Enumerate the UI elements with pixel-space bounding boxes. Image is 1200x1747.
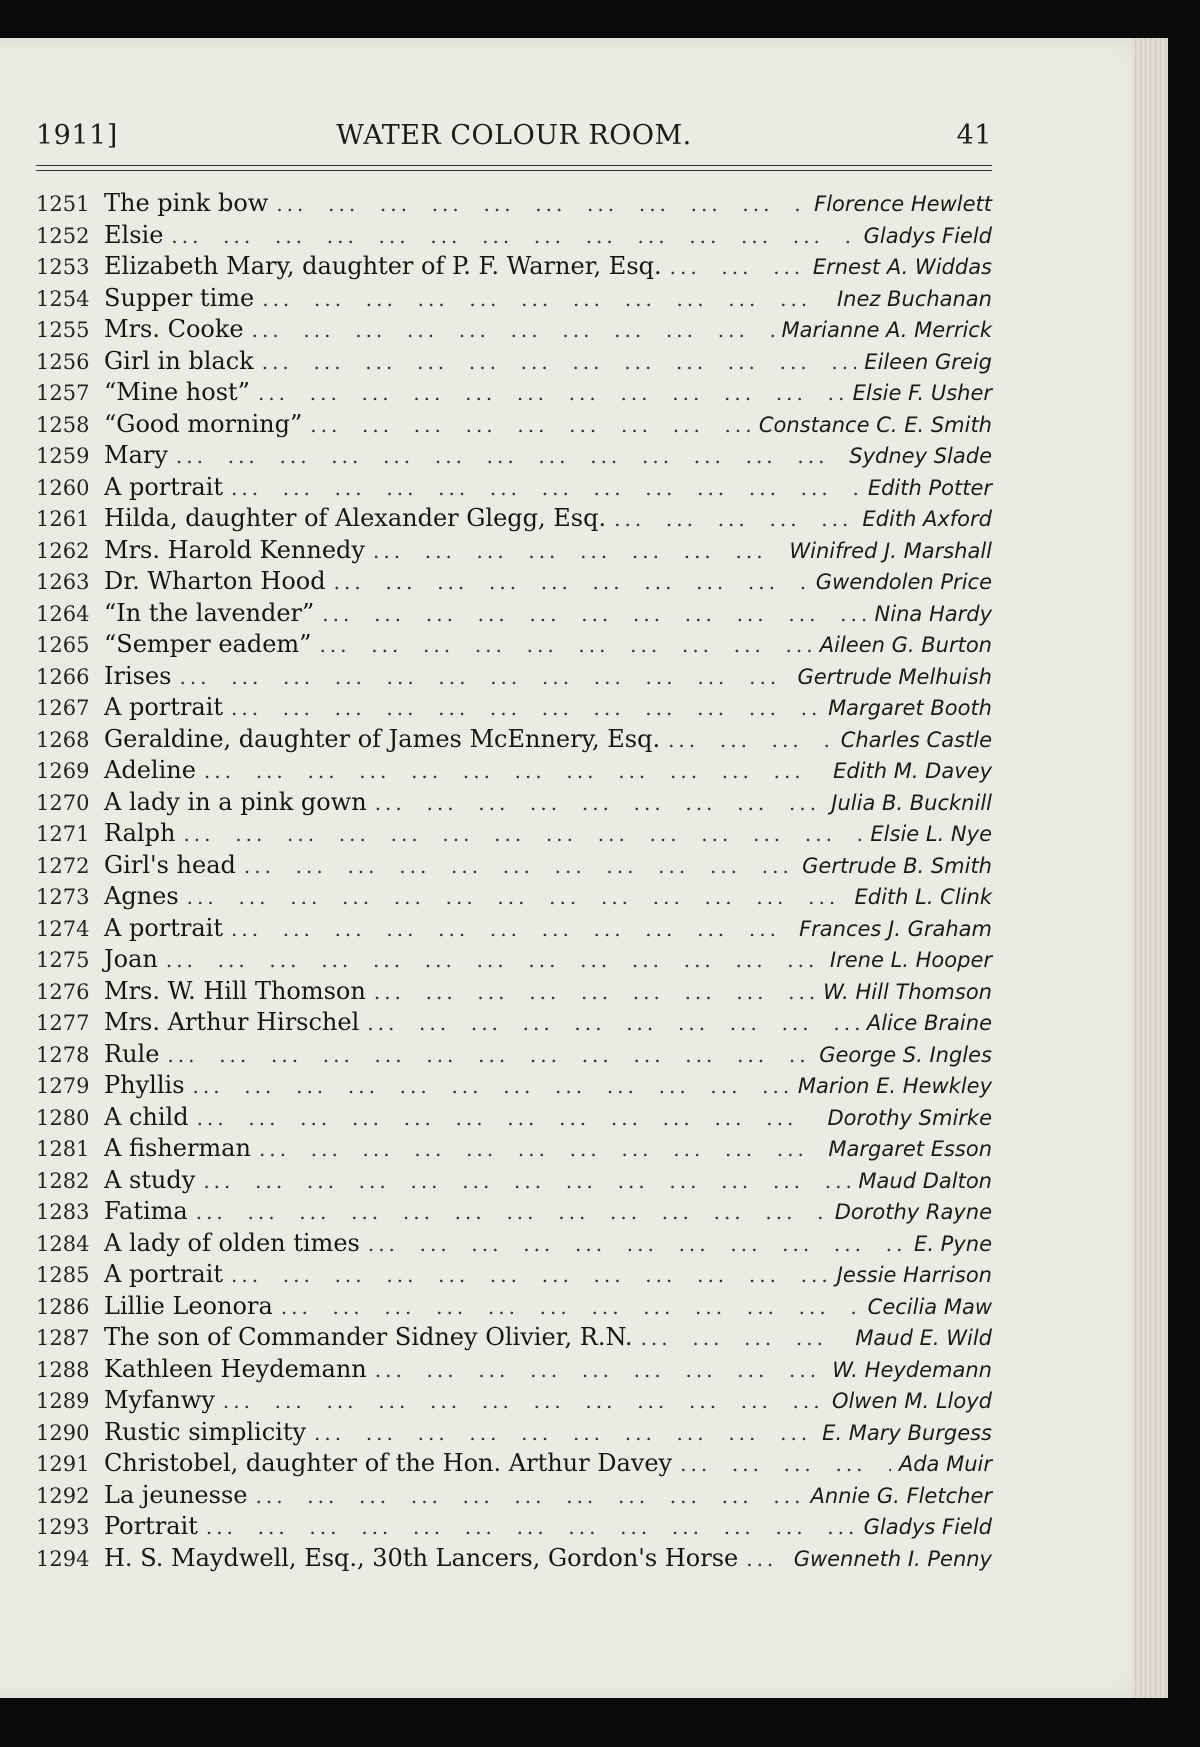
entry-artist: Gertrude B. Smith xyxy=(802,853,992,878)
entry-number: 1293 xyxy=(36,1515,90,1539)
entry-title: Girl's head xyxy=(104,850,236,879)
catalogue-entry xyxy=(36,221,992,253)
dot-leader xyxy=(231,1263,829,1287)
entry-title: Christobel, daughter of the Hon. Arthur Davey xyxy=(104,1449,673,1477)
entry-title: La jeunesse xyxy=(104,1480,248,1509)
entry-title: The son of Commander Sidney Olivier, R.N. xyxy=(104,1323,633,1351)
dot-leader xyxy=(252,318,774,342)
dot-leader xyxy=(368,1232,906,1256)
catalogue-entry xyxy=(36,1481,992,1513)
entry-title: A fisherman xyxy=(104,1134,251,1162)
entry-artist: Edith L. Clink xyxy=(854,885,992,909)
dot-leader xyxy=(375,791,824,815)
entry-number: 1274 xyxy=(36,916,90,941)
entry-artist: Marion E. Hewkley xyxy=(797,1074,992,1098)
dot-leader xyxy=(680,1452,891,1476)
catalogue-entry xyxy=(36,662,992,694)
entry-number: 1287 xyxy=(36,1326,90,1350)
catalogue-entry xyxy=(36,536,992,568)
entry-artist: George S. Ingles xyxy=(819,1042,992,1067)
entry-number: 1257 xyxy=(36,381,90,405)
catalogue-entry xyxy=(36,347,992,379)
entry-artist: Edith Axford xyxy=(862,507,992,531)
catalogue-entry xyxy=(36,1323,992,1355)
catalogue-entry xyxy=(36,1418,992,1450)
entry-title: A study xyxy=(104,1165,196,1194)
entry-artist: W. Hill Thomson xyxy=(823,979,992,1004)
entry-title: Ralph xyxy=(104,819,176,847)
entry-artist: Julia B. Bucknill xyxy=(831,790,992,815)
entry-artist: Gladys Field xyxy=(863,1515,992,1539)
catalogue-entry xyxy=(36,1292,992,1324)
entry-number: 1288 xyxy=(36,1357,90,1382)
dot-leader xyxy=(179,665,789,689)
catalogue-entry xyxy=(36,1512,992,1544)
page-number: 41 xyxy=(956,120,992,151)
dot-leader xyxy=(187,885,847,909)
catalogue-entry xyxy=(36,1040,992,1072)
entry-title: Myfanwy xyxy=(104,1386,215,1414)
entry-title: Rustic simplicity xyxy=(104,1417,307,1446)
entry-number: 1253 xyxy=(36,255,90,279)
entry-number: 1281 xyxy=(36,1137,90,1161)
dot-leader xyxy=(193,1074,790,1098)
catalogue-entry xyxy=(36,1449,992,1481)
catalogue-entry xyxy=(36,1008,992,1040)
entry-artist: Ernest A. Widdas xyxy=(812,255,992,279)
entry-title: The pink bow xyxy=(104,189,269,217)
entry-number: 1252 xyxy=(36,223,90,248)
entry-number: 1278 xyxy=(36,1042,90,1067)
dot-leader xyxy=(668,728,833,752)
entry-artist: Gladys Field xyxy=(863,223,992,248)
entry-artist: Margaret Esson xyxy=(828,1137,992,1161)
entry-number: 1264 xyxy=(36,601,90,626)
entry-title: A child xyxy=(104,1102,189,1131)
entry-title: “Semper eadem” xyxy=(104,630,312,658)
entry-artist: Nina Hardy xyxy=(874,601,992,626)
entry-title: Joan xyxy=(104,945,158,973)
entry-number: 1258 xyxy=(36,412,90,437)
entry-title: Mary xyxy=(104,441,168,469)
entry-number: 1263 xyxy=(36,570,90,594)
page-edge xyxy=(1132,38,1168,1698)
entry-number: 1269 xyxy=(36,759,90,783)
entry-title: Geraldine, daughter of James McEnnery, Esq. xyxy=(104,724,661,753)
entry-number: 1267 xyxy=(36,696,90,720)
entry-number: 1268 xyxy=(36,727,90,752)
entry-number: 1291 xyxy=(36,1452,90,1476)
catalogue-entry xyxy=(36,410,992,442)
entry-artist: Dorothy Rayne xyxy=(834,1200,992,1224)
entry-number: 1271 xyxy=(36,822,90,846)
entry-title: Hilda, daughter of Alexander Glegg, Esq. xyxy=(104,504,607,532)
entry-title: “Mine host” xyxy=(104,378,250,406)
entry-artist: Gertrude Melhuish xyxy=(797,664,992,689)
entry-artist: Elsie L. Nye xyxy=(870,822,992,846)
catalogue-entry xyxy=(36,1166,992,1198)
entry-title: Irises xyxy=(104,661,172,690)
dot-leader xyxy=(176,444,841,468)
entry-artist: Olwen M. Lloyd xyxy=(831,1389,992,1413)
entry-title: Girl in black xyxy=(104,346,254,375)
entry-title: Fatima xyxy=(104,1197,188,1225)
entry-number: 1276 xyxy=(36,979,90,1004)
catalogue-entry xyxy=(36,1229,992,1261)
dot-leader xyxy=(262,350,857,374)
entry-artist: Irene L. Hooper xyxy=(829,948,992,972)
dot-leader xyxy=(670,255,805,279)
entry-number: 1270 xyxy=(36,790,90,815)
catalogue-entry xyxy=(36,1260,992,1292)
dot-leader xyxy=(167,1043,811,1067)
entry-number: 1290 xyxy=(36,1420,90,1445)
entry-number: 1273 xyxy=(36,885,90,909)
entry-artist: Cecilia Maw xyxy=(867,1294,992,1319)
entry-title: H. S. Maydwell, Esq., 30th Lancers, Gordon's Horse xyxy=(104,1543,739,1572)
entry-artist: Gwendolen Price xyxy=(815,570,992,594)
entry-number: 1275 xyxy=(36,948,90,972)
entry-artist: Gwenneth I. Penny xyxy=(793,1546,992,1571)
dot-leader xyxy=(166,948,822,972)
catalogue-entry xyxy=(36,1355,992,1387)
dot-leader xyxy=(197,1106,820,1130)
dot-leader xyxy=(374,980,815,1004)
catalogue-entry xyxy=(36,851,992,883)
entry-number: 1254 xyxy=(36,286,90,311)
catalogue-entry xyxy=(36,1386,992,1418)
catalogue-entry xyxy=(36,1197,992,1229)
dot-leader xyxy=(244,854,794,878)
entry-title: Elsie xyxy=(104,220,164,249)
catalogue-list xyxy=(36,189,992,1575)
entry-title: Mrs. W. Hill Thomson xyxy=(104,976,366,1005)
catalogue-entry xyxy=(36,788,992,820)
entry-number: 1272 xyxy=(36,853,90,878)
entry-number: 1266 xyxy=(36,664,90,689)
catalogue-entry xyxy=(36,441,992,473)
catalogue-entry xyxy=(36,504,992,536)
catalogue-entry xyxy=(36,977,992,1009)
entry-artist: E. Mary Burgess xyxy=(822,1420,992,1445)
entry-artist: Frances J. Graham xyxy=(799,916,992,941)
dot-leader xyxy=(367,1011,859,1035)
dot-leader xyxy=(231,917,791,941)
catalogue-entry xyxy=(36,819,992,851)
entry-artist: Jessie Harrison xyxy=(836,1263,992,1287)
entry-number: 1261 xyxy=(36,507,90,531)
entry-artist: Alice Braine xyxy=(866,1011,992,1035)
entry-title: A portrait xyxy=(104,472,223,501)
entry-artist: Annie G. Fletcher xyxy=(810,1483,992,1508)
catalogue-entry xyxy=(36,473,992,505)
catalogue-entry xyxy=(36,756,992,788)
dot-leader xyxy=(258,381,845,405)
catalogue-entry xyxy=(36,189,992,221)
entry-number: 1286 xyxy=(36,1294,90,1319)
header-rule xyxy=(36,170,992,171)
entry-title: Phyllis xyxy=(104,1071,185,1099)
entry-artist: Marianne A. Merrick xyxy=(781,318,992,342)
dot-leader xyxy=(319,633,811,657)
entry-title: A portrait xyxy=(104,913,223,942)
entry-title: Portrait xyxy=(104,1512,198,1540)
catalogue-entry xyxy=(36,378,992,410)
entry-title: Adeline xyxy=(104,756,196,784)
entry-artist: E. Pyne xyxy=(914,1231,992,1256)
entry-title: A lady of olden times xyxy=(104,1228,360,1257)
entry-artist: W. Heydemann xyxy=(832,1357,992,1382)
entry-title: A portrait xyxy=(104,693,223,721)
entry-number: 1284 xyxy=(36,1231,90,1256)
catalogue-entry xyxy=(36,693,992,725)
dot-leader xyxy=(322,602,866,626)
dot-leader xyxy=(171,224,855,248)
entry-number: 1280 xyxy=(36,1105,90,1130)
entry-number: 1265 xyxy=(36,633,90,657)
catalogue-entry xyxy=(36,914,992,946)
entry-artist: Winifred J. Marshall xyxy=(789,538,992,563)
entry-title: Mrs. Cooke xyxy=(104,315,244,343)
entry-artist: Margaret Booth xyxy=(828,696,992,720)
header-rule xyxy=(36,165,992,166)
entry-artist: Edith M. Davey xyxy=(833,759,992,783)
dot-leader xyxy=(231,696,820,720)
entry-artist: Ada Muir xyxy=(898,1452,992,1476)
dot-leader xyxy=(259,1137,820,1161)
entry-number: 1259 xyxy=(36,444,90,468)
catalogue-entry xyxy=(36,567,992,599)
entry-artist: Maud E. Wild xyxy=(855,1326,992,1350)
header-title: WATER COLOUR ROOM. xyxy=(336,120,692,151)
dot-leader xyxy=(183,822,862,846)
catalogue-entry xyxy=(36,252,992,284)
entry-title: Agnes xyxy=(104,882,179,910)
entry-number: 1289 xyxy=(36,1389,90,1413)
entry-title: Kathleen Heydemann xyxy=(104,1354,367,1383)
entry-title: Mrs. Harold Kennedy xyxy=(104,535,365,564)
catalogue-entry xyxy=(36,1103,992,1135)
entry-title: Supper time xyxy=(104,283,255,312)
dot-leader xyxy=(375,1358,825,1382)
dot-leader xyxy=(334,570,808,594)
entry-title: Elizabeth Mary, daughter of P. F. Warner, Esq. xyxy=(104,252,662,280)
dot-leader xyxy=(746,1547,785,1571)
catalogue-entry xyxy=(36,284,992,316)
entry-number: 1251 xyxy=(36,192,90,216)
catalogue-entry xyxy=(36,1544,992,1576)
entry-title: A portrait xyxy=(104,1260,223,1288)
dot-leader xyxy=(281,1295,860,1319)
entry-number: 1285 xyxy=(36,1263,90,1287)
entry-artist: Constance C. E. Smith xyxy=(758,412,992,437)
entry-artist: Charles Castle xyxy=(840,727,992,752)
dot-leader xyxy=(196,1200,827,1224)
running-header xyxy=(36,120,992,160)
entry-title: “Good morning” xyxy=(104,409,303,438)
dot-leader xyxy=(373,539,781,563)
dot-leader xyxy=(223,1389,824,1413)
entry-number: 1279 xyxy=(36,1074,90,1098)
catalogue-entry xyxy=(36,599,992,631)
entry-number: 1283 xyxy=(36,1200,90,1224)
catalogue-entry xyxy=(36,630,992,662)
dot-leader xyxy=(231,476,860,500)
dot-leader xyxy=(206,1515,856,1539)
entry-number: 1256 xyxy=(36,349,90,374)
entry-artist: Aileen G. Burton xyxy=(819,633,992,657)
entry-title: Lillie Leonora xyxy=(104,1291,273,1320)
dot-leader xyxy=(314,1421,814,1445)
catalogue-entry xyxy=(36,882,992,914)
dot-leader xyxy=(614,507,854,531)
entry-title: Rule xyxy=(104,1039,160,1068)
entry-artist: Edith Potter xyxy=(867,475,992,500)
entry-title: A lady in a pink gown xyxy=(104,787,367,816)
entry-artist: Elsie F. Usher xyxy=(852,381,992,405)
dot-leader xyxy=(262,287,829,311)
dot-leader xyxy=(204,759,825,783)
entry-artist: Florence Hewlett xyxy=(814,192,992,216)
dot-leader xyxy=(310,413,751,437)
entry-title: Dr. Wharton Hood xyxy=(104,567,326,595)
entry-number: 1294 xyxy=(36,1546,90,1571)
entry-artist: Eileen Greig xyxy=(864,349,992,374)
entry-title: Mrs. Arthur Hirschel xyxy=(104,1008,360,1036)
dot-leader xyxy=(255,1484,802,1508)
entry-number: 1260 xyxy=(36,475,90,500)
catalogue-entry xyxy=(36,315,992,347)
catalogue-entry xyxy=(36,1071,992,1103)
catalogue-entry xyxy=(36,945,992,977)
header-year: 1911] xyxy=(36,120,118,151)
dot-leader xyxy=(203,1169,850,1193)
entry-artist: Sydney Slade xyxy=(849,444,992,468)
dot-leader xyxy=(641,1326,848,1350)
entry-number: 1262 xyxy=(36,538,90,563)
entry-number: 1255 xyxy=(36,318,90,342)
entry-number: 1277 xyxy=(36,1011,90,1035)
catalogue-entry xyxy=(36,1134,992,1166)
catalogue-entry xyxy=(36,725,992,757)
entry-artist: Maud Dalton xyxy=(858,1168,992,1193)
entry-artist: Inez Buchanan xyxy=(836,286,992,311)
entry-artist: Dorothy Smirke xyxy=(827,1105,992,1130)
entry-title: “In the lavender” xyxy=(104,598,315,627)
entry-number: 1282 xyxy=(36,1168,90,1193)
entry-number: 1292 xyxy=(36,1483,90,1508)
dot-leader xyxy=(276,192,806,216)
